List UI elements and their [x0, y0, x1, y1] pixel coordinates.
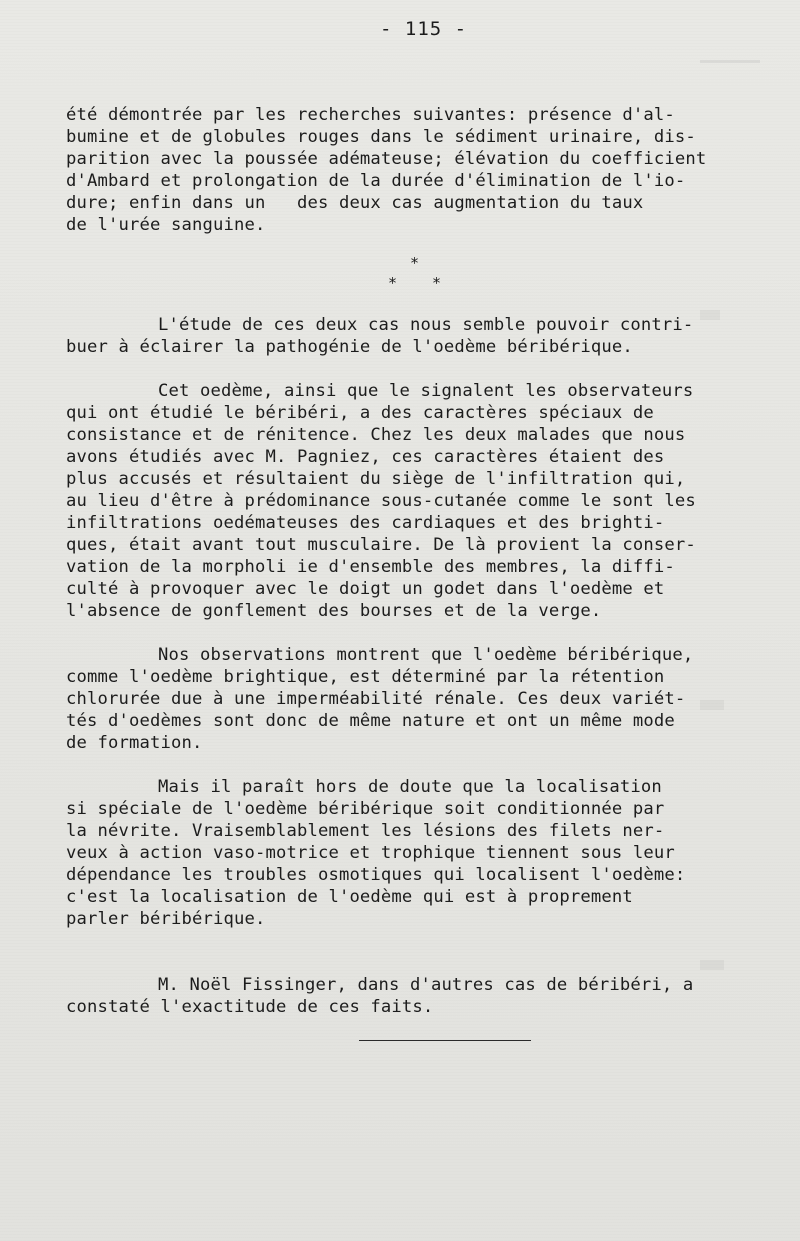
text-line: chlorurée due à une imperméabilité rénale. Ces deux variét-: [66, 689, 686, 709]
text-line: qui ont étudié le béribéri, a des caractères spéciaux de: [66, 403, 654, 423]
text-line: M. Noël Fissinger, dans d'autres cas de béribéri, a: [158, 975, 694, 995]
text-line: dépendance les troubles osmotiques qui localisent l'oedème:: [66, 865, 686, 885]
body-text: [66, 104, 766, 1018]
text-line: au lieu d'être à prédominance sous-cutanée comme le sont les: [66, 491, 696, 511]
text-line: c'est la localisation de l'oedème qui est à proprement: [66, 887, 633, 907]
asterisk-top: *: [410, 254, 420, 272]
text-line: bumine et de globules rouges dans le sédiment urinaire, dis-: [66, 127, 696, 147]
text-line: été démontrée par les recherches suivantes: présence d'al-: [66, 105, 675, 125]
text-line: constaté l'exactitude de ces faits.: [66, 997, 434, 1017]
text-line: dure; enfin dans un des deux cas augmentation du taux: [66, 193, 644, 213]
paragraph-5: [66, 776, 766, 930]
text-line: buer à éclairer la pathogénie de l'oedème béribérique.: [66, 337, 633, 357]
text-line: Nos observations montrent que l'oedème béribérique,: [158, 645, 694, 665]
text-line: vation de la morpholi ie d'ensemble des membres, la diffi-: [66, 557, 675, 577]
text-line: de formation.: [66, 733, 203, 753]
text-line: de l'urée sanguine.: [66, 215, 266, 235]
text-line: la névrite. Vraisemblablement les lésions des filets ner-: [66, 821, 665, 841]
text-line: L'étude de ces deux cas nous semble pouvoir contri-: [158, 315, 694, 335]
paragraph-3: [66, 380, 766, 622]
text-line: culté à provoquer avec le doigt un godet dans l'oedème et: [66, 579, 665, 599]
text-line: tés d'oedèmes sont donc de même nature et ont un même mode: [66, 711, 675, 731]
asterisk-left: *: [388, 274, 398, 292]
asterisk-right: *: [432, 274, 442, 292]
page-number: - 115 -: [380, 18, 468, 40]
text-line: consistance et de rénitence. Chez les deux malades que nous: [66, 425, 686, 445]
text-line: l'absence de gonflement des bourses et de la verge.: [66, 601, 602, 621]
text-line: parition avec la poussée adémateuse; élévation du coefficient: [66, 149, 707, 169]
paragraph-6: [66, 974, 766, 1018]
text-line: d'Ambard et prolongation de la durée d'élimination de l'io-: [66, 171, 686, 191]
text-line: si spéciale de l'oedème béribérique soit conditionnée par: [66, 799, 665, 819]
text-line: Mais il paraît hors de doute que la localisation: [158, 777, 662, 797]
text-line: avons étudiés avec M. Pagniez, ces caractères étaient des: [66, 447, 665, 467]
text-line: parler béribérique.: [66, 909, 266, 929]
text-line: comme l'oedème brightique, est déterminé par la rétention: [66, 667, 665, 687]
paragraph-4: [66, 644, 766, 754]
paragraph-2: [66, 314, 766, 358]
text-line: veux à action vaso-motrice et trophique tiennent sous leur: [66, 843, 675, 863]
paragraph-1: [66, 104, 766, 236]
closing-rule: [359, 1040, 531, 1041]
text-line: Cet oedème, ainsi que le signalent les observateurs: [158, 381, 694, 401]
text-line: plus accusés et résultaient du siège de l'infiltration qui,: [66, 469, 686, 489]
asterism-separator: [66, 252, 766, 314]
text-line: ques, était avant tout musculaire. De là provient la conser-: [66, 535, 696, 555]
text-line: infiltrations oedémateuses des cardiaques et des brighti-: [66, 513, 665, 533]
